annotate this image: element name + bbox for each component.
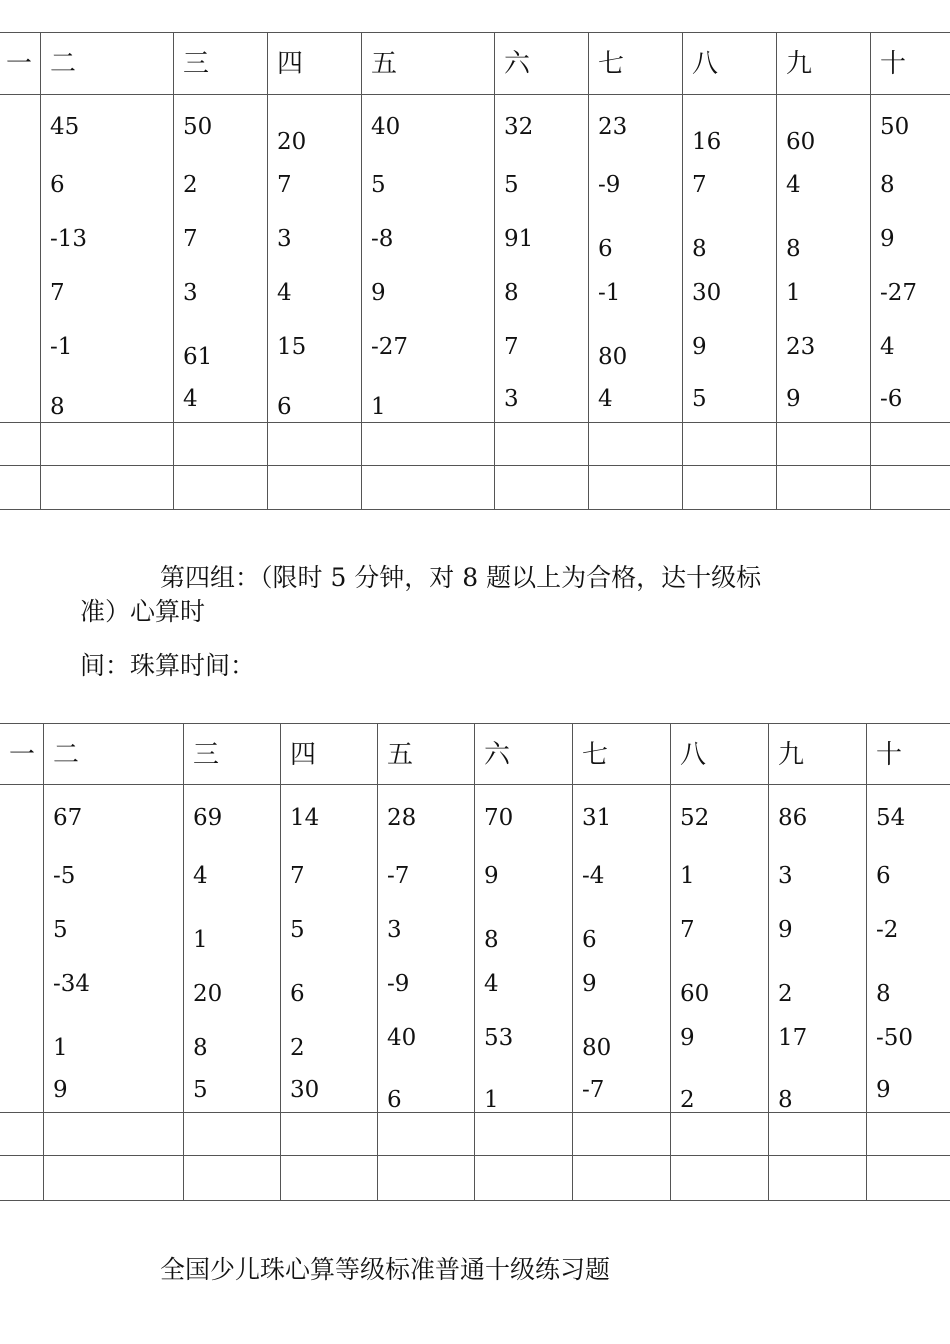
table-rule-horizontal	[0, 1200, 950, 1201]
table-rule-vertical	[670, 723, 671, 1201]
problem-number: 5	[290, 917, 305, 943]
problem-number: 9	[53, 1077, 68, 1103]
problem-number: 7	[50, 280, 65, 306]
problem-number: -27	[880, 280, 918, 306]
problem-number: 2	[183, 172, 198, 198]
problem-number: 2	[778, 981, 793, 1007]
problem-number: 69	[193, 805, 223, 831]
problem-number: 14	[290, 805, 320, 831]
problem-number: 7	[290, 863, 305, 889]
problem-number: 2	[290, 1035, 305, 1061]
problem-number: -2	[876, 917, 899, 943]
problem-number: -9	[387, 971, 410, 997]
column-header: 二	[50, 49, 77, 79]
table-rule-vertical	[768, 723, 769, 1201]
problem-number: 2	[680, 1087, 695, 1113]
problem-number: 80	[598, 344, 628, 370]
problem-number: 7	[504, 334, 519, 360]
problem-number: 4	[880, 334, 895, 360]
group4-instructions-line1: 第四组：（限时 5 分钟，对 8 题以上为合格，达十级标	[160, 563, 762, 592]
problem-number: 8	[50, 394, 65, 420]
table-rule-horizontal	[0, 784, 950, 785]
problem-number: 7	[692, 172, 707, 198]
problem-number: 4	[484, 971, 499, 997]
problem-number: 45	[50, 114, 80, 140]
problem-number: 23	[598, 114, 628, 140]
table-rule-horizontal	[0, 465, 950, 466]
footer-title: 全国少儿珠心算等级标准普通十级练习题	[160, 1255, 611, 1284]
problem-number: 17	[778, 1025, 808, 1051]
problem-number: 3	[387, 917, 402, 943]
problem-number: 3	[504, 386, 519, 412]
problem-number: 23	[786, 334, 816, 360]
problem-number: -34	[53, 971, 91, 997]
problem-number: 8	[504, 280, 519, 306]
column-header: 六	[504, 49, 531, 79]
problem-number: 8	[880, 172, 895, 198]
problem-number: 7	[183, 226, 198, 252]
problem-number: 30	[692, 280, 722, 306]
problem-number: 9	[484, 863, 499, 889]
problem-number: -1	[598, 280, 621, 306]
column-header: 九	[778, 740, 805, 770]
problem-number: 6	[598, 236, 613, 262]
table-rule-vertical	[267, 32, 268, 510]
problem-number: 6	[50, 172, 65, 198]
column-header: 五	[371, 49, 398, 79]
column-header: 八	[680, 740, 707, 770]
problem-number: 9	[778, 917, 793, 943]
problem-number: -50	[876, 1025, 914, 1051]
table-rule-horizontal	[0, 509, 950, 510]
problem-number: 6	[387, 1087, 402, 1113]
problem-number: 8	[692, 236, 707, 262]
problem-number: 5	[53, 917, 68, 943]
problem-number: 6	[876, 863, 891, 889]
problem-number: 1	[371, 394, 386, 420]
table-rule-vertical	[866, 723, 867, 1201]
problem-number: 70	[484, 805, 514, 831]
problem-number: 8	[786, 236, 801, 262]
column-header: 九	[786, 49, 813, 79]
column-header: 七	[582, 740, 609, 770]
table-rule-vertical	[682, 32, 683, 510]
problem-number: 52	[680, 805, 710, 831]
problem-number: 9	[692, 334, 707, 360]
table-rule-vertical	[870, 32, 871, 510]
problem-number: 4	[193, 863, 208, 889]
table-rule-horizontal	[0, 94, 950, 95]
problem-number: 9	[680, 1025, 695, 1051]
table-rule-vertical	[776, 32, 777, 510]
column-header: 三	[193, 740, 220, 770]
column-header: 一	[9, 740, 36, 770]
problem-number: 6	[277, 394, 292, 420]
problem-number: 30	[290, 1077, 320, 1103]
problem-number: 5	[371, 172, 386, 198]
problem-number: 7	[680, 917, 695, 943]
problem-number: 1	[786, 280, 801, 306]
problem-number: 8	[193, 1035, 208, 1061]
problem-number: 1	[53, 1035, 68, 1061]
problem-number: 4	[598, 386, 613, 412]
problem-number: 60	[680, 981, 710, 1007]
table-rule-horizontal	[0, 1155, 950, 1156]
problem-number: 53	[484, 1025, 514, 1051]
problem-number: 20	[193, 981, 223, 1007]
column-header: 四	[277, 49, 304, 79]
problem-number: -6	[880, 386, 903, 412]
problem-number: 54	[876, 805, 906, 831]
problem-number: 9	[880, 226, 895, 252]
problem-number: 60	[786, 129, 816, 155]
problem-number: -4	[582, 863, 605, 889]
problem-number: 8	[876, 981, 891, 1007]
problem-number: 5	[692, 386, 707, 412]
table-rule-vertical	[377, 723, 378, 1201]
problem-number: 1	[484, 1087, 499, 1113]
problem-number: 50	[183, 114, 213, 140]
problem-number: 1	[193, 927, 208, 953]
problem-number: 5	[504, 172, 519, 198]
problem-number: 8	[484, 927, 499, 953]
problem-number: 28	[387, 805, 417, 831]
table-rule-vertical	[361, 32, 362, 510]
table-rule-horizontal	[0, 32, 950, 33]
problem-number: -13	[50, 226, 88, 252]
problem-number: 86	[778, 805, 808, 831]
group4-instructions-line3: 间：珠算时间：	[80, 651, 256, 680]
problem-number: -8	[371, 226, 394, 252]
column-header: 八	[692, 49, 719, 79]
problem-number: 3	[183, 280, 198, 306]
problem-number: 1	[680, 863, 695, 889]
problem-number: 4	[183, 386, 198, 412]
column-header: 三	[183, 49, 210, 79]
problem-number: 67	[53, 805, 83, 831]
problem-number: 3	[277, 226, 292, 252]
column-header: 十	[876, 740, 903, 770]
table-rule-horizontal	[0, 422, 950, 423]
problem-number: 50	[880, 114, 910, 140]
problem-number: -7	[387, 863, 410, 889]
table-rule-horizontal	[0, 723, 950, 724]
problem-number: 40	[371, 114, 401, 140]
column-header: 二	[53, 740, 80, 770]
table-rule-vertical	[40, 32, 41, 510]
problem-number: 16	[692, 129, 722, 155]
problem-number: 4	[277, 280, 292, 306]
table-rule-vertical	[183, 723, 184, 1201]
column-header: 七	[598, 49, 625, 79]
problem-number: -1	[50, 334, 73, 360]
table-rule-vertical	[572, 723, 573, 1201]
problem-number: 91	[504, 226, 534, 252]
problem-number: 5	[193, 1077, 208, 1103]
problem-number: 32	[504, 114, 534, 140]
problem-number: 9	[876, 1077, 891, 1103]
problem-number: 9	[371, 280, 386, 306]
problem-number: 6	[582, 927, 597, 953]
problem-number: -7	[582, 1077, 605, 1103]
table-rule-vertical	[280, 723, 281, 1201]
problem-number: 20	[277, 129, 307, 155]
problem-number: 40	[387, 1025, 417, 1051]
problem-number: 6	[290, 981, 305, 1007]
problem-number: 9	[582, 971, 597, 997]
column-header: 五	[387, 740, 414, 770]
problem-number: 15	[277, 334, 307, 360]
problem-number: 8	[778, 1087, 793, 1113]
table-rule-vertical	[588, 32, 589, 510]
problem-number: 80	[582, 1035, 612, 1061]
problem-number: 9	[786, 386, 801, 412]
table-rule-vertical	[43, 723, 44, 1201]
problem-number: 7	[277, 172, 292, 198]
table-rule-horizontal	[0, 1112, 950, 1113]
column-header: 一	[6, 49, 33, 79]
problem-number: 4	[786, 172, 801, 198]
group4-instructions-line2: 准）心算时	[80, 597, 206, 626]
problem-number: -5	[53, 863, 76, 889]
table-rule-vertical	[494, 32, 495, 510]
column-header: 十	[880, 49, 907, 79]
problem-number: 31	[582, 805, 612, 831]
problem-number: 61	[183, 344, 213, 370]
problem-number: 3	[778, 863, 793, 889]
table-rule-vertical	[173, 32, 174, 510]
problem-number: -9	[598, 172, 621, 198]
problem-number: -27	[371, 334, 409, 360]
column-header: 四	[290, 740, 317, 770]
column-header: 六	[484, 740, 511, 770]
table-rule-vertical	[474, 723, 475, 1201]
